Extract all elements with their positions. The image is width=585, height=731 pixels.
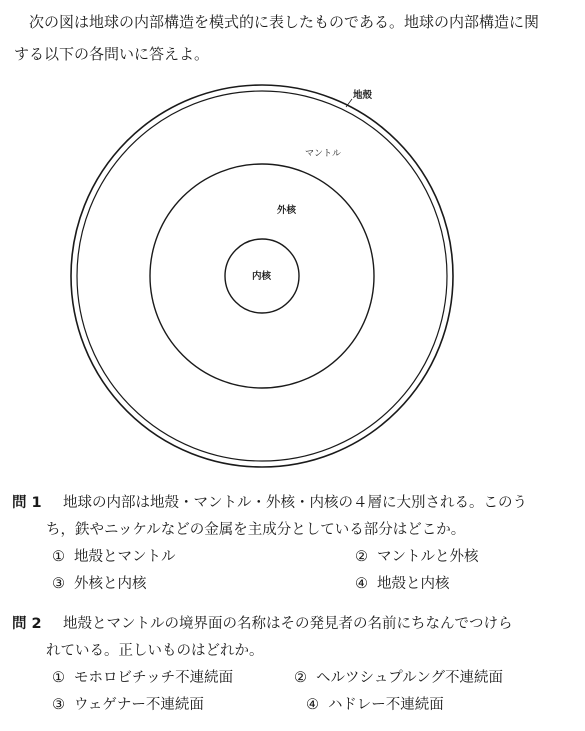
question-2-number: 問 2 [12, 616, 42, 632]
question-2-choice-2[interactable] [294, 665, 503, 692]
question-1-line-1 [12, 490, 575, 517]
question-2-line-1 [12, 611, 575, 638]
question-1-choices-row-2 [12, 571, 575, 598]
choice-text: モホロビチッチ不連続面 [74, 670, 234, 686]
question-1-choice-1[interactable] [52, 544, 176, 571]
question-2-line-2 [12, 638, 575, 665]
question-2-choice-1[interactable] [52, 665, 233, 692]
question-2-choices-row-2 [12, 692, 575, 719]
question-1-choice-4[interactable] [355, 571, 450, 598]
question-2-text-line-2: れている。正しいものはどれか。 [46, 643, 264, 659]
inner-core-label: 内核 [252, 271, 272, 282]
question-1-text-line-1: 地球の内部は地殻・マントル・外核・内核の４層に大別される。このう [63, 495, 527, 511]
mantle-label: マントル [305, 149, 342, 159]
choice-number: ④ [306, 697, 319, 713]
crust-label: 地殻 [353, 90, 373, 101]
intro-line-1: 次の図は地球の内部構造を模式的に表したものである。地球の内部構造に関 [29, 13, 540, 31]
intro-line-2: する以下の各問いに答えよ。 [14, 45, 210, 63]
choice-text: 地殻とマントル [74, 549, 176, 565]
choice-text: 外核と内核 [74, 576, 147, 592]
choice-text: 地殻と内核 [377, 576, 450, 592]
choice-number: ④ [355, 576, 368, 592]
choice-text: ヘルツシュプルング不連続面 [316, 670, 503, 686]
question-1-text-line-2: ち，鉄やニッケルなどの金属を主成分としている部分はどこか。 [46, 522, 466, 538]
question-2-choice-3[interactable] [52, 692, 204, 719]
outer-core-label: 外核 [277, 205, 297, 216]
question-2-text-line-1: 地殻とマントルの境界面の名称はその発見者の名前にちなんでつけら [63, 616, 513, 632]
choice-number: ③ [52, 697, 65, 713]
choice-text: ウェゲナー不連続面 [74, 697, 204, 713]
question-2-choices-row-1 [12, 665, 575, 692]
question-1-number: 問 1 [12, 495, 42, 511]
question-1-choice-3[interactable] [52, 571, 147, 598]
question-2 [12, 611, 575, 719]
choice-number: ② [355, 549, 368, 565]
choice-text: マントルと外核 [377, 549, 479, 565]
question-1-choice-2[interactable] [355, 544, 479, 571]
question-1 [12, 490, 575, 598]
choice-number: ① [52, 549, 65, 565]
question-1-choices-row-1 [12, 544, 575, 571]
choice-number: ① [52, 670, 65, 686]
choice-number: ② [294, 670, 307, 686]
question-1-line-2 [12, 517, 575, 544]
choice-text: ハドレー不連続面 [328, 697, 444, 713]
choice-number: ③ [52, 576, 65, 592]
question-2-choice-4[interactable] [306, 692, 444, 719]
